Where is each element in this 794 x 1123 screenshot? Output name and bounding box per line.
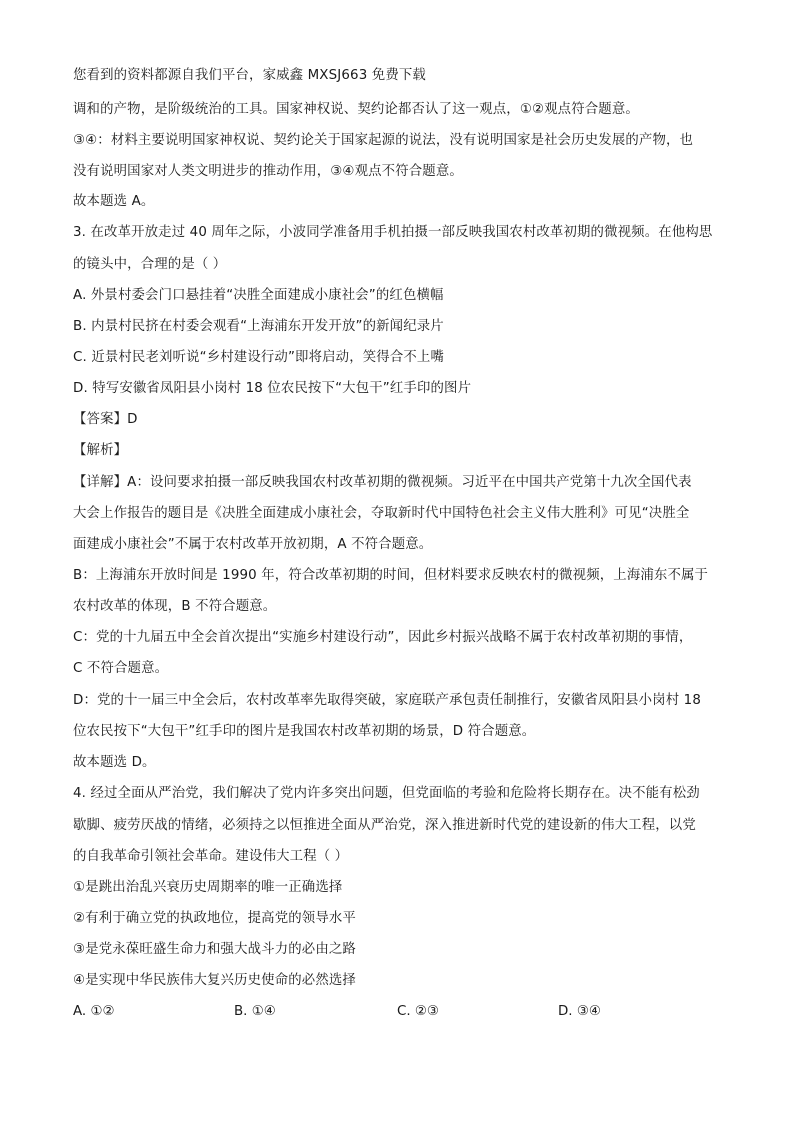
q3-detail-line: 大会上作报告的题目是《决胜全面建成小康社会，夺取新时代中国特色社会主义伟大胜利》可见“决胜全: [73, 506, 690, 521]
q4-statement-3: ③是党永葆旺盛生命力和强大战斗力的必由之路: [73, 942, 356, 957]
q4-choice-a: A. ①②: [73, 1004, 115, 1019]
q4-stem-line: 的自我革命引领社会革命。建设伟大工程（ ）: [73, 849, 349, 864]
q3-option-d: D. 特写安徽省凤阳县小岗村 18 位农民按下“大包干”红手印的图片: [73, 381, 472, 396]
q4-choice-c: C. ②③: [397, 1004, 439, 1019]
q3-option-b: B. 内景村民挤在村委会观看“上海浦东开发开放”的新闻纪录片: [73, 319, 444, 334]
q3-answer: 【答案】D: [73, 412, 138, 427]
analysis-line: ③④：材料主要说明国家神权说、契约论关于国家起源的说法，没有说明国家是社会历史发展的产物，也: [73, 133, 694, 148]
q3-detail-line: 【详解】A：设问要求拍摄一部反映我国农村改革初期的微视频。习近平在中国共产党第十九次全国代表: [73, 475, 692, 490]
q3-detail-line: 位农民按下“大包干”红手印的图片是我国农村改革初期的场景，D 符合题意。: [73, 724, 536, 739]
q3-analysis-label: 【解析】: [73, 443, 128, 458]
analysis-line: 没有说明国家对人类文明进步的推动作用，③④观点不符合题意。: [73, 164, 463, 179]
q3-stem-line: 的镜头中，合理的是（ ）: [73, 257, 227, 272]
q4-statement-4: ④是实现中华民族伟大复兴历史使命的必然选择: [73, 973, 356, 988]
q3-detail-line: C 不符合题意。: [73, 661, 169, 676]
q4-statement-2: ②有利于确立党的执政地位，提高党的领导水平: [73, 911, 356, 926]
q3-option-a: A. 外景村委会门口悬挂着“决胜全面建成小康社会”的红色横幅: [73, 288, 444, 303]
q4-choice-b: B. ①④: [234, 1004, 276, 1019]
q3-detail-line: 面建成小康社会”不属于农村改革开放初期，A 不符合题意。: [73, 537, 433, 552]
q4-stem-line: 4. 经过全面从严治党，我们解决了党内许多突出问题，但党面临的考验和危险将长期存在。决不能有松劲: [73, 786, 700, 801]
analysis-conclusion: 故本题选 A。: [73, 194, 155, 209]
q3-detail-line: B：上海浦东开放时间是 1990 年，符合改革初期的时间，但材料要求反映农村的微视频，上海浦东不属于: [73, 568, 709, 583]
q4-statement-1: ①是跳出治乱兴衰历史周期率的唯一正确选择: [73, 880, 343, 895]
q3-stem-line: 3. 在改革开放走过 40 周年之际，小波同学准备用手机拍摄一部反映我国农村改革初期的微视频。在他构思: [73, 225, 713, 240]
q3-detail-line: D：党的十一届三中全会后，农村改革率先取得突破，家庭联产承包责任制推行，安徽省凤阳县小岗村 18: [73, 693, 701, 708]
q3-option-c: C. 近景村民老刘听说“乡村建设行动”即将启动，笑得合不上嘴: [73, 350, 445, 365]
q4-stem-line: 歇脚、疲劳厌战的情绪，必须持之以恒推进全面从严治党，深入推进新时代党的建设新的伟大工程，以党: [73, 818, 696, 833]
platform-notice: 您看到的资料都源自我们平台，家威鑫 MXSJ663 免费下载: [73, 68, 426, 83]
q3-detail-line: C：党的十九届五中全会首次提出“实施乡村建设行动”，因此乡村振兴战略不属于农村改革初期的事情，: [73, 630, 693, 645]
q4-choice-d: D. ③④: [558, 1004, 601, 1019]
q3-conclusion: 故本题选 D。: [73, 755, 156, 770]
analysis-line: 调和的产物，是阶级统治的工具。国家神权说、契约论都否认了这一观点，①②观点符合题意。: [73, 102, 639, 117]
q3-detail-line: 农村改革的体现，B 不符合题意。: [73, 599, 277, 614]
